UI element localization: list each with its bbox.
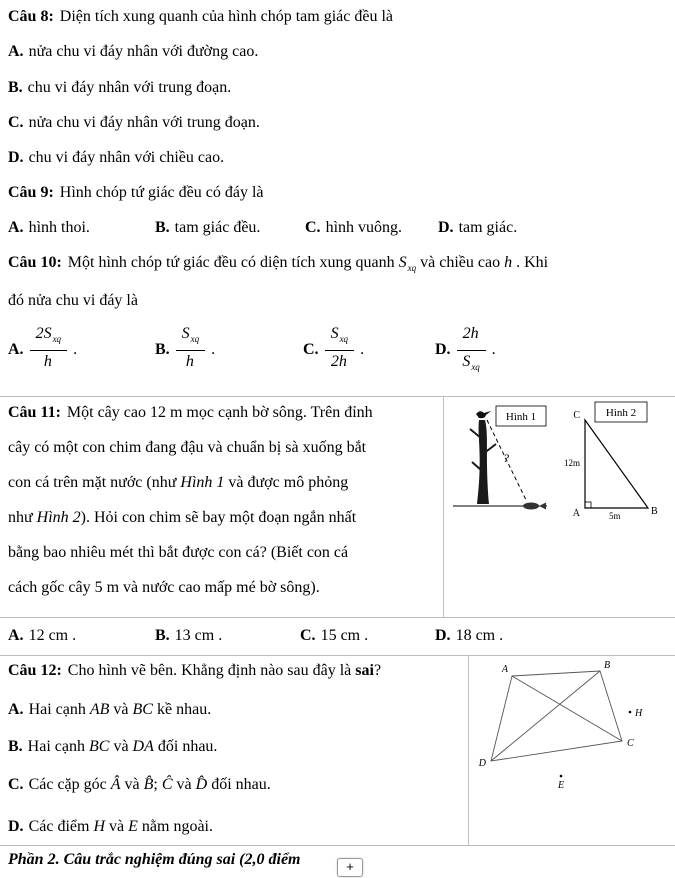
question-mark: ?: [503, 451, 509, 465]
q8-option-d: D. chu vi đáy nhân với chiều cao.: [8, 149, 225, 166]
q9-option-b: B. tam giác đều.: [155, 219, 261, 236]
tree-icon: [477, 420, 489, 504]
fraction: $\frac{2S_{xq}}{h}$: [30, 324, 68, 377]
side-5m: 5m: [609, 511, 621, 521]
fraction: $\frac{2h}{S_{xq}}$: [457, 324, 486, 377]
q8-option-c: C. nửa chu vi đáy nhân với trung đoạn.: [8, 114, 260, 131]
q12-option-c: C. Các cặp góc Â và B̂; Ĉ và D̂ đối nhau.: [8, 776, 271, 793]
q12-option-b: B. Hai cạnh BC và DA đối nhau.: [8, 738, 218, 755]
right-angle-mark: [585, 502, 591, 508]
hinh2-caption: Hình 2: [605, 407, 637, 419]
add-button[interactable]: +: [337, 858, 363, 877]
fish-icon: [523, 503, 546, 510]
q12-header: Câu 12: Cho hình vẽ bên. Khẳng định nào sau đây là sai?: [8, 662, 382, 679]
q11-line6: cách gốc cây 5 m và nước cao mấp mé bờ sông).: [8, 579, 320, 596]
part2-heading: Phần 2. Câu trắc nghiệm đúng sai (2,0 điểm: [8, 851, 301, 868]
q11-option-d: D. 18 cm .: [435, 627, 504, 644]
q12-figure: [470, 658, 675, 808]
q9-option-d: D. tam giác.: [438, 219, 518, 236]
q9-label: Câu 9:: [8, 184, 54, 201]
vertex-c: C: [573, 410, 580, 421]
q8-label: Câu 8:: [8, 8, 54, 25]
q12-option-a: A. Hai cạnh AB và BC kề nhau.: [8, 701, 212, 718]
q9-header: [8, 184, 264, 206]
q9-text: Hình chóp tứ giác đều có đáy là: [59, 184, 264, 201]
fraction: $\frac{S_{xq}}{2h}$: [325, 324, 355, 377]
q11-figures: [443, 396, 675, 617]
divider: [0, 655, 675, 656]
point-h-dot: [629, 711, 632, 714]
hinh2-caption-box: [595, 402, 647, 422]
q11-line4: như Hình 2). Hỏi con chim sẽ bay một đoạn ngắn nhất: [8, 509, 357, 526]
vertex-label-c: C: [627, 738, 634, 749]
q11-line3: con cá trên mặt nước (như Hình 1 và được mô phỏng: [8, 474, 349, 491]
fraction: $\frac{S_{xq}}{h}$: [176, 324, 206, 377]
triangle: [585, 420, 648, 508]
q8-header: [8, 8, 393, 30]
q12-option-d: D. Các điểm H và E nằm ngoài.: [8, 818, 213, 835]
q10-option-a: A. $\frac{2S_{xq}}{h}$ .: [8, 326, 77, 374]
hinh1-caption-box: [496, 406, 546, 426]
vertex-label-b: B: [604, 660, 611, 671]
bird-icon: [476, 411, 491, 418]
hinh1-caption: Hình 1: [505, 411, 537, 423]
symbol-h: h: [504, 254, 513, 271]
vertex-label-a: A: [501, 664, 508, 675]
q10-option-b: B. $\frac{S_{xq}}{h}$ .: [155, 326, 215, 374]
point-label-h: H: [635, 708, 643, 719]
q9-option-a: A. hình thoi.: [8, 219, 90, 236]
divider: [0, 617, 675, 618]
quadrilateral: [491, 671, 622, 761]
q11-line5: bằng bao nhiêu mét thì bắt được con cá? (Biết con cá: [8, 544, 349, 561]
q10-options-row: [0, 326, 675, 376]
q12-label: Câu 12:: [8, 662, 62, 679]
q11-options-row: [0, 627, 675, 649]
q8-option-b: B. chu vi đáy nhân với trung đoạn.: [8, 79, 232, 96]
q11-line2: cây có một con chim đang đậu và chuẩn bị sà xuống bắt: [8, 439, 367, 456]
q9-options-row: [0, 219, 675, 241]
divider: [0, 845, 675, 846]
q8-option-a: A. nửa chu vi đáy nhân với đường cao.: [8, 43, 259, 60]
vertex-label-d: D: [478, 758, 486, 769]
q11-option-c: C. 15 cm .: [300, 627, 369, 644]
divider-vertical: [468, 656, 469, 845]
q11-option-a: A. 12 cm .: [8, 627, 77, 644]
q8-text: Diện tích xung quanh của hình chóp tam giác đều là: [59, 8, 394, 25]
q11-line1: Câu 11: Một cây cao 12 m mọc cạnh bờ sông. Trên đỉnh: [8, 404, 373, 421]
point-e-dot: [560, 775, 563, 778]
q10-text-line2: đó nửa chu vi đáy là: [8, 292, 138, 309]
side-12m: 12m: [563, 458, 580, 468]
vertex-b: B: [651, 506, 658, 517]
q9-option-c: C. hình vuông.: [305, 219, 403, 236]
point-label-e: E: [558, 780, 565, 791]
q11-option-b: B. 13 cm .: [155, 627, 223, 644]
q10-label: Câu 10:: [8, 254, 62, 271]
q11-label: Câu 11:: [8, 404, 61, 421]
symbol-sxq: S: [398, 254, 407, 271]
q10-option-c: C. $\frac{S_{xq}}{2h}$ .: [303, 326, 364, 374]
vertex-a: A: [572, 508, 580, 519]
q10-header: Câu 10: Một hình chóp tứ giác đều có diện tích xung quanh $S_{xq}$ và chiều cao h . Khi: [8, 254, 549, 273]
q10-option-d: D. $\frac{2h}{S_{xq}}$ .: [435, 326, 496, 374]
